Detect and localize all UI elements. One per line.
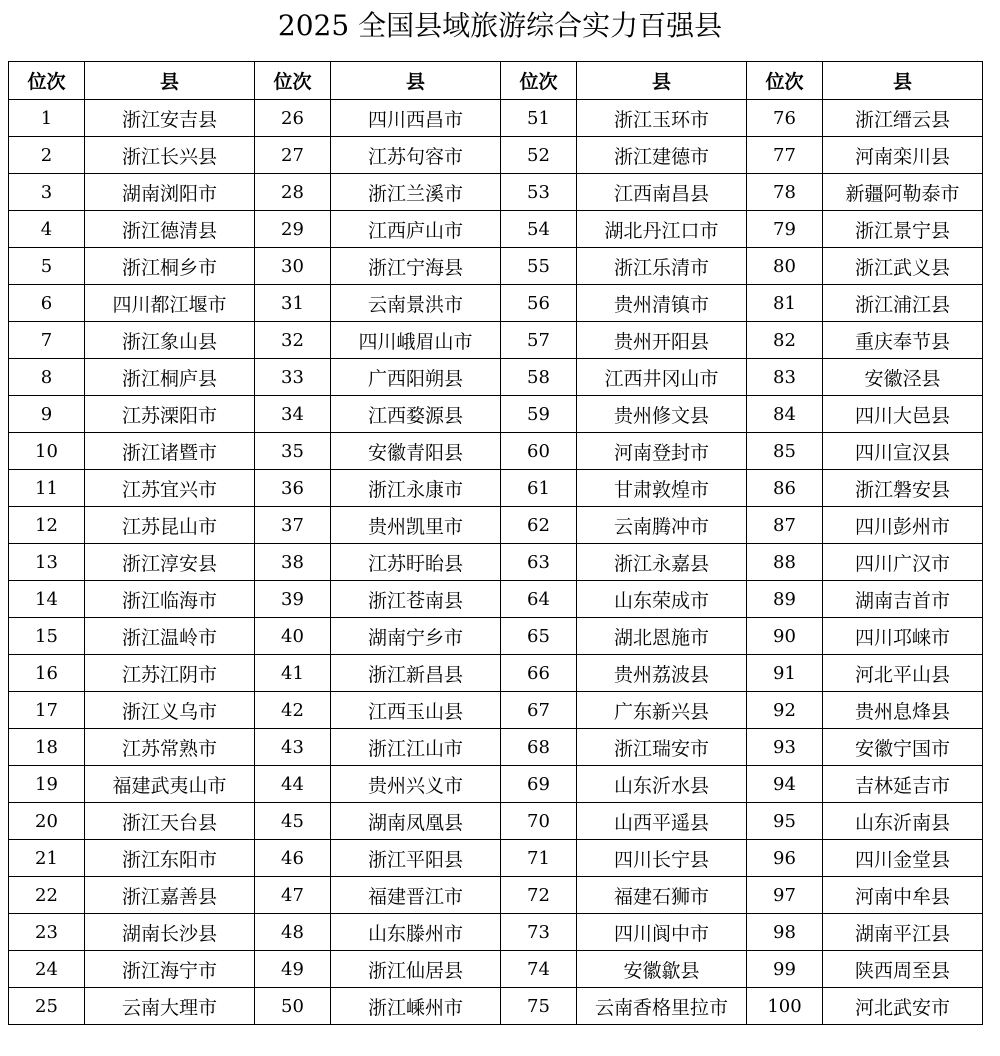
rank-cell: 13 — [9, 544, 85, 581]
county-cell: 浙江江山市 — [331, 729, 501, 766]
county-cell: 浙江磐安县 — [823, 470, 983, 507]
rank-cell: 59 — [501, 396, 577, 433]
county-cell: 四川金堂县 — [823, 840, 983, 877]
table-row — [9, 100, 983, 137]
rank-cell: 21 — [9, 840, 85, 877]
table-row — [9, 766, 983, 803]
county-cell: 浙江淳安县 — [85, 544, 255, 581]
county-cell: 湖南浏阳市 — [85, 174, 255, 211]
rank-cell: 74 — [501, 951, 577, 988]
column-header-rank: 位次 — [255, 62, 331, 100]
table-row — [9, 211, 983, 248]
county-cell: 江西婺源县 — [331, 396, 501, 433]
table-row — [9, 988, 983, 1025]
table-row — [9, 174, 983, 211]
county-cell: 云南香格里拉市 — [577, 988, 747, 1025]
table-row — [9, 877, 983, 914]
rank-cell: 64 — [501, 581, 577, 618]
rank-cell: 15 — [9, 618, 85, 655]
rank-cell: 44 — [255, 766, 331, 803]
rank-cell: 1 — [9, 100, 85, 137]
rank-cell: 69 — [501, 766, 577, 803]
rank-cell: 62 — [501, 507, 577, 544]
rank-cell: 42 — [255, 692, 331, 729]
column-header-county: 县 — [823, 62, 983, 100]
county-cell: 河南栾川县 — [823, 137, 983, 174]
rank-cell: 53 — [501, 174, 577, 211]
county-cell: 安徽青阳县 — [331, 433, 501, 470]
county-cell: 浙江临海市 — [85, 581, 255, 618]
rank-cell: 48 — [255, 914, 331, 951]
rank-cell: 75 — [501, 988, 577, 1025]
table-row — [9, 137, 983, 174]
rank-cell: 40 — [255, 618, 331, 655]
column-header-county: 县 — [577, 62, 747, 100]
county-cell: 贵州凯里市 — [331, 507, 501, 544]
rank-cell: 41 — [255, 655, 331, 692]
rank-cell: 93 — [747, 729, 823, 766]
page-title: 2025 全国县域旅游综合实力百强县 — [277, 9, 723, 42]
rank-cell: 37 — [255, 507, 331, 544]
county-cell: 湖北恩施市 — [577, 618, 747, 655]
rank-cell: 49 — [255, 951, 331, 988]
rank-cell: 96 — [747, 840, 823, 877]
county-cell: 浙江嵊州市 — [331, 988, 501, 1025]
rank-cell: 9 — [9, 396, 85, 433]
county-cell: 云南景洪市 — [331, 285, 501, 322]
county-cell: 河北武安市 — [823, 988, 983, 1025]
county-cell: 浙江桐乡市 — [85, 248, 255, 285]
county-cell: 河南登封市 — [577, 433, 747, 470]
column-header-county: 县 — [85, 62, 255, 100]
rank-cell: 89 — [747, 581, 823, 618]
county-cell: 广东新兴县 — [577, 692, 747, 729]
county-cell: 山东荣成市 — [577, 581, 747, 618]
table-row — [9, 359, 983, 396]
county-cell: 安徽宁国市 — [823, 729, 983, 766]
rank-cell: 18 — [9, 729, 85, 766]
county-cell: 浙江安吉县 — [85, 100, 255, 137]
county-cell: 江西井冈山市 — [577, 359, 747, 396]
county-cell: 山东沂水县 — [577, 766, 747, 803]
rank-cell: 52 — [501, 137, 577, 174]
rank-cell: 56 — [501, 285, 577, 322]
rank-cell: 61 — [501, 470, 577, 507]
column-header-county: 县 — [331, 62, 501, 100]
county-cell: 新疆阿勒泰市 — [823, 174, 983, 211]
county-cell: 四川西昌市 — [331, 100, 501, 137]
county-cell: 浙江东阳市 — [85, 840, 255, 877]
county-cell: 浙江长兴县 — [85, 137, 255, 174]
rank-cell: 26 — [255, 100, 331, 137]
rank-cell: 39 — [255, 581, 331, 618]
county-cell: 浙江武义县 — [823, 248, 983, 285]
county-cell: 四川长宁县 — [577, 840, 747, 877]
table-row — [9, 433, 983, 470]
county-cell: 江苏宜兴市 — [85, 470, 255, 507]
county-cell: 贵州荔波县 — [577, 655, 747, 692]
county-cell: 浙江浦江县 — [823, 285, 983, 322]
rank-cell: 27 — [255, 137, 331, 174]
rank-cell: 68 — [501, 729, 577, 766]
county-cell: 贵州清镇市 — [577, 285, 747, 322]
county-cell: 贵州兴义市 — [331, 766, 501, 803]
county-cell: 浙江玉环市 — [577, 100, 747, 137]
county-cell: 甘肃敦煌市 — [577, 470, 747, 507]
county-cell: 安徽歙县 — [577, 951, 747, 988]
rank-cell: 54 — [501, 211, 577, 248]
rank-cell: 20 — [9, 803, 85, 840]
county-cell: 浙江桐庐县 — [85, 359, 255, 396]
county-cell: 江苏江阴市 — [85, 655, 255, 692]
county-cell: 江西玉山县 — [331, 692, 501, 729]
rank-cell: 7 — [9, 322, 85, 359]
rank-cell: 98 — [747, 914, 823, 951]
rank-cell: 67 — [501, 692, 577, 729]
county-cell: 福建石狮市 — [577, 877, 747, 914]
county-cell: 浙江诸暨市 — [85, 433, 255, 470]
rank-cell: 43 — [255, 729, 331, 766]
county-cell: 浙江兰溪市 — [331, 174, 501, 211]
county-cell: 广西阳朔县 — [331, 359, 501, 396]
rank-cell: 55 — [501, 248, 577, 285]
rank-cell: 80 — [747, 248, 823, 285]
county-cell: 四川广汉市 — [823, 544, 983, 581]
county-cell: 安徽泾县 — [823, 359, 983, 396]
rank-cell: 45 — [255, 803, 331, 840]
rank-cell: 28 — [255, 174, 331, 211]
rank-cell: 86 — [747, 470, 823, 507]
county-cell: 浙江建德市 — [577, 137, 747, 174]
county-cell: 浙江嘉善县 — [85, 877, 255, 914]
rank-cell: 82 — [747, 322, 823, 359]
rank-cell: 79 — [747, 211, 823, 248]
table-row — [9, 470, 983, 507]
county-cell: 浙江天台县 — [85, 803, 255, 840]
county-cell: 重庆奉节县 — [823, 322, 983, 359]
rank-cell: 95 — [747, 803, 823, 840]
rank-cell: 84 — [747, 396, 823, 433]
county-cell: 四川宣汉县 — [823, 433, 983, 470]
county-cell: 浙江永康市 — [331, 470, 501, 507]
table-row — [9, 396, 983, 433]
rank-cell: 85 — [747, 433, 823, 470]
county-cell: 福建晋江市 — [331, 877, 501, 914]
county-cell: 浙江象山县 — [85, 322, 255, 359]
header-row — [9, 62, 983, 100]
county-cell: 四川彭州市 — [823, 507, 983, 544]
rank-cell: 91 — [747, 655, 823, 692]
county-cell: 江西南昌县 — [577, 174, 747, 211]
table-row — [9, 803, 983, 840]
county-cell: 湖南平江县 — [823, 914, 983, 951]
rank-cell: 10 — [9, 433, 85, 470]
rank-cell: 97 — [747, 877, 823, 914]
rank-cell: 2 — [9, 137, 85, 174]
rank-cell: 92 — [747, 692, 823, 729]
county-cell: 浙江景宁县 — [823, 211, 983, 248]
rank-cell: 100 — [747, 988, 823, 1025]
rank-cell: 78 — [747, 174, 823, 211]
rank-cell: 88 — [747, 544, 823, 581]
table-body — [9, 100, 983, 1025]
county-cell: 浙江平阳县 — [331, 840, 501, 877]
rank-cell: 36 — [255, 470, 331, 507]
county-cell: 湖北丹江口市 — [577, 211, 747, 248]
table-row — [9, 544, 983, 581]
county-cell: 江苏句容市 — [331, 137, 501, 174]
county-cell: 浙江温岭市 — [85, 618, 255, 655]
county-cell: 浙江乐清市 — [577, 248, 747, 285]
rank-cell: 3 — [9, 174, 85, 211]
county-cell: 河南中牟县 — [823, 877, 983, 914]
county-cell: 陕西周至县 — [823, 951, 983, 988]
rank-cell: 19 — [9, 766, 85, 803]
rank-cell: 65 — [501, 618, 577, 655]
rank-cell: 50 — [255, 988, 331, 1025]
county-cell: 江苏盱眙县 — [331, 544, 501, 581]
county-cell: 浙江德清县 — [85, 211, 255, 248]
rank-cell: 8 — [9, 359, 85, 396]
county-cell: 四川峨眉山市 — [331, 322, 501, 359]
county-cell: 湖南凤凰县 — [331, 803, 501, 840]
rank-cell: 25 — [9, 988, 85, 1025]
rank-cell: 46 — [255, 840, 331, 877]
rank-cell: 6 — [9, 285, 85, 322]
rank-cell: 17 — [9, 692, 85, 729]
county-cell: 江苏溧阳市 — [85, 396, 255, 433]
rank-cell: 71 — [501, 840, 577, 877]
county-cell: 贵州修文县 — [577, 396, 747, 433]
rank-cell: 11 — [9, 470, 85, 507]
rank-cell: 14 — [9, 581, 85, 618]
county-cell: 山西平遥县 — [577, 803, 747, 840]
column-header-rank: 位次 — [747, 62, 823, 100]
rank-cell: 60 — [501, 433, 577, 470]
rank-cell: 24 — [9, 951, 85, 988]
rank-cell: 76 — [747, 100, 823, 137]
county-cell: 山东滕州市 — [331, 914, 501, 951]
county-cell: 江苏昆山市 — [85, 507, 255, 544]
rank-cell: 51 — [501, 100, 577, 137]
table-row — [9, 507, 983, 544]
county-cell: 浙江苍南县 — [331, 581, 501, 618]
rank-cell: 58 — [501, 359, 577, 396]
rank-cell: 72 — [501, 877, 577, 914]
rank-cell: 77 — [747, 137, 823, 174]
rank-cell: 73 — [501, 914, 577, 951]
table-row — [9, 840, 983, 877]
rank-cell: 99 — [747, 951, 823, 988]
county-cell: 浙江义乌市 — [85, 692, 255, 729]
county-cell: 浙江瑞安市 — [577, 729, 747, 766]
table-row — [9, 618, 983, 655]
county-cell: 四川都江堰市 — [85, 285, 255, 322]
table-row — [9, 655, 983, 692]
ranking-table — [8, 61, 983, 1025]
rank-cell: 57 — [501, 322, 577, 359]
county-cell: 浙江缙云县 — [823, 100, 983, 137]
county-cell: 四川邛崃市 — [823, 618, 983, 655]
county-cell: 河北平山县 — [823, 655, 983, 692]
rank-cell: 47 — [255, 877, 331, 914]
rank-cell: 83 — [747, 359, 823, 396]
county-cell: 浙江新昌县 — [331, 655, 501, 692]
column-header-rank: 位次 — [501, 62, 577, 100]
rank-cell: 81 — [747, 285, 823, 322]
county-cell: 山东沂南县 — [823, 803, 983, 840]
table-row — [9, 692, 983, 729]
county-cell: 浙江仙居县 — [331, 951, 501, 988]
rank-cell: 22 — [9, 877, 85, 914]
county-cell: 云南腾冲市 — [577, 507, 747, 544]
county-cell: 湖南吉首市 — [823, 581, 983, 618]
county-cell: 湖南长沙县 — [85, 914, 255, 951]
county-cell: 浙江海宁市 — [85, 951, 255, 988]
table-row — [9, 729, 983, 766]
county-cell: 贵州息烽县 — [823, 692, 983, 729]
rank-cell: 63 — [501, 544, 577, 581]
rank-cell: 31 — [255, 285, 331, 322]
table-row — [9, 581, 983, 618]
county-cell: 四川大邑县 — [823, 396, 983, 433]
county-cell: 福建武夷山市 — [85, 766, 255, 803]
rank-cell: 23 — [9, 914, 85, 951]
rank-cell: 90 — [747, 618, 823, 655]
rank-cell: 70 — [501, 803, 577, 840]
rank-cell: 30 — [255, 248, 331, 285]
column-header-rank: 位次 — [9, 62, 85, 100]
rank-cell: 4 — [9, 211, 85, 248]
county-cell: 湖南宁乡市 — [331, 618, 501, 655]
rank-cell: 34 — [255, 396, 331, 433]
rank-cell: 29 — [255, 211, 331, 248]
table-row — [9, 322, 983, 359]
rank-cell: 35 — [255, 433, 331, 470]
rank-cell: 33 — [255, 359, 331, 396]
rank-cell: 66 — [501, 655, 577, 692]
county-cell: 浙江永嘉县 — [577, 544, 747, 581]
table-row — [9, 285, 983, 322]
rank-cell: 5 — [9, 248, 85, 285]
rank-cell: 94 — [747, 766, 823, 803]
table-row — [9, 914, 983, 951]
rank-cell: 16 — [9, 655, 85, 692]
county-cell: 贵州开阳县 — [577, 322, 747, 359]
county-cell: 吉林延吉市 — [823, 766, 983, 803]
county-cell: 江西庐山市 — [331, 211, 501, 248]
rank-cell: 38 — [255, 544, 331, 581]
county-cell: 云南大理市 — [85, 988, 255, 1025]
rank-cell: 32 — [255, 322, 331, 359]
rank-cell: 12 — [9, 507, 85, 544]
county-cell: 浙江宁海县 — [331, 248, 501, 285]
table-row — [9, 951, 983, 988]
rank-cell: 87 — [747, 507, 823, 544]
county-cell: 江苏常熟市 — [85, 729, 255, 766]
table-row — [9, 248, 983, 285]
county-cell: 四川阆中市 — [577, 914, 747, 951]
